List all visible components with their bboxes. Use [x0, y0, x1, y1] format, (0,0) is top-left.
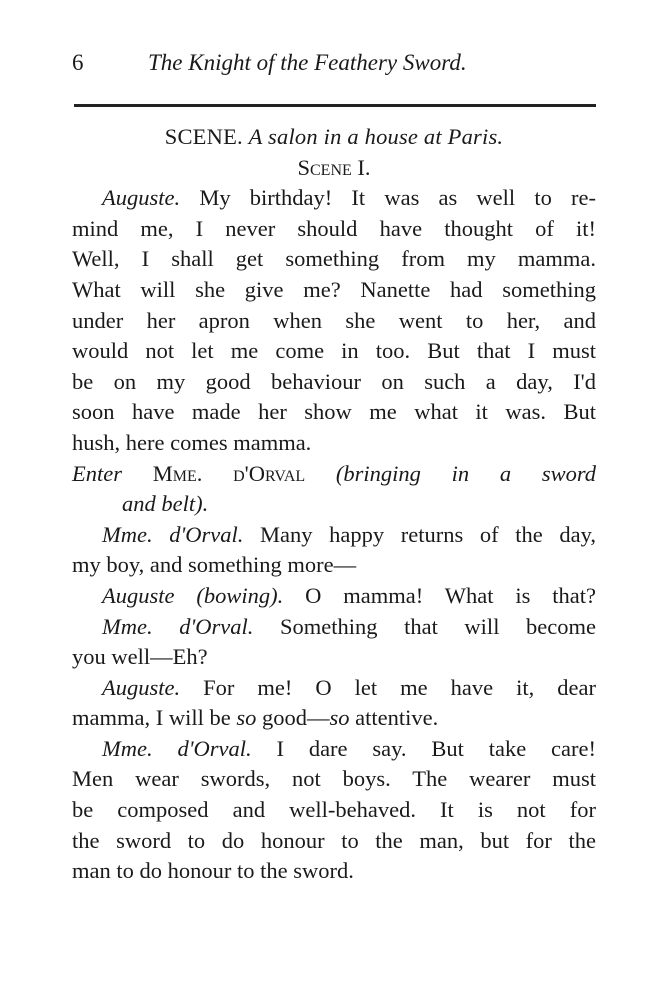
text-line: Mme. d'Orval. Something that will become — [102, 613, 596, 639]
header-rule — [74, 104, 596, 107]
text-line: be composed and well-behaved. It is not for — [72, 797, 596, 823]
stage-action: (bowing). — [196, 582, 284, 608]
text-line: Auguste (bowing). O mamma! What is that? — [102, 582, 596, 608]
stage-direction — [72, 459, 596, 490]
text-line: mamma, I will be so good—so attentive. — [72, 705, 439, 731]
text-line: What will she give me? Nanette had something — [72, 276, 596, 302]
speaker-name: Mme. d'Orval. — [102, 521, 244, 547]
stage-action: (bringing in a sword — [335, 460, 597, 486]
speaker-name: Auguste — [102, 582, 175, 608]
text-line: Well, I shall get something from my mamma. — [72, 246, 596, 272]
body-text — [72, 122, 596, 887]
text-line: be on my good behaviour on such a day, I'd — [72, 368, 596, 394]
text-line: Mme. d'Orval. I dare say. But take care! — [102, 735, 596, 761]
text-line: soon have made her show me what it was. But — [72, 399, 596, 425]
text-line: Men wear swords, not boys. The wearer must — [72, 766, 596, 792]
text-line: hush, here comes mamma. — [72, 429, 312, 455]
text-line: Mme. d'Orval. Many happy returns of the day, — [102, 521, 596, 547]
text-line: would not let me come in too. But that I must — [72, 338, 596, 364]
text-line: Auguste. For me! O let me have it, dear — [102, 674, 597, 700]
speaker-name: Mme. d'Orval. — [102, 735, 252, 761]
text-line: my boy, and something more— — [72, 552, 357, 578]
running-head — [72, 50, 597, 86]
scene-heading — [72, 122, 596, 153]
speaker-name: Auguste. — [102, 185, 181, 211]
speaker-name: Mme. d'Orval. — [102, 613, 254, 639]
text-line: under her apron when she went to her, and — [72, 307, 596, 333]
stage-direction-continued: and belt). — [122, 491, 209, 517]
scene-label: SCENE. — [164, 124, 243, 149]
emphasis: so — [236, 705, 257, 731]
running-title: The Knight of the Feathery Sword. — [148, 50, 467, 75]
speaker-name: Auguste. — [102, 674, 181, 700]
page-number: 6 — [72, 50, 84, 75]
text-line: Auguste. My birthday! It was as well to re- — [102, 185, 597, 211]
character-name: Mme. d'Orval — [152, 460, 306, 486]
emphasis: so — [329, 705, 350, 731]
scene-setting: A salon in a house at Paris. — [248, 124, 504, 149]
scene-number: Scene I. — [297, 154, 371, 180]
text-line: you well—Eh? — [72, 644, 208, 670]
text-line: the sword to do honour to the man, but for the — [72, 827, 596, 853]
enter-word: Enter — [72, 460, 122, 486]
text-line: man to do honour to the sword. — [72, 858, 354, 884]
text-line: mind me, I never should have thought of it! — [72, 215, 596, 241]
